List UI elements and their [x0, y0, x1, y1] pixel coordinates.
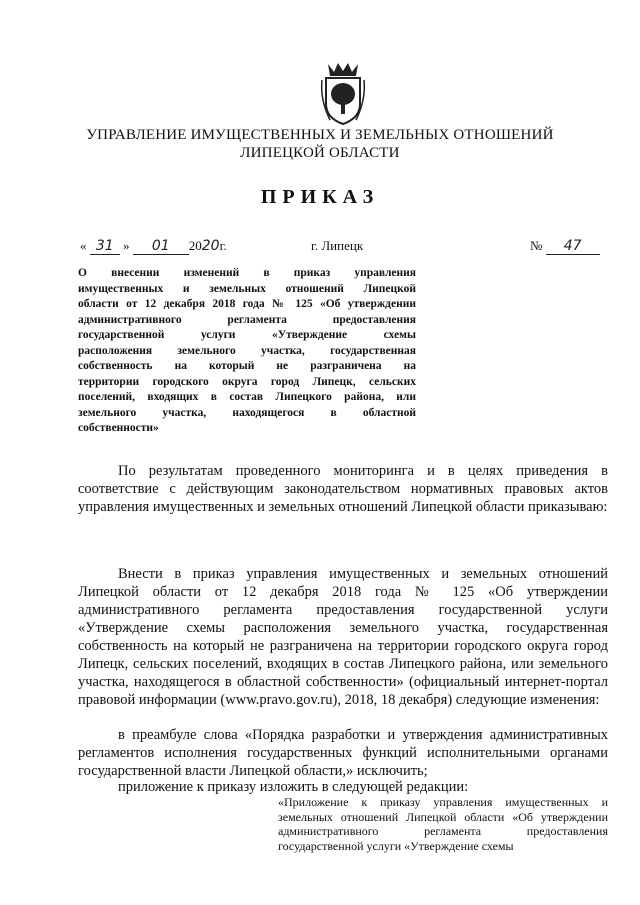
date-day: 31: [90, 238, 120, 255]
document-subject: [78, 266, 416, 437]
subject-line: собственности»: [78, 422, 159, 434]
subject-line: расположения земельного участка, государственная: [78, 344, 416, 357]
subject-line: собственность на который не разграничена на: [78, 360, 416, 372]
document-city: г. Липецк: [311, 238, 364, 253]
organization-region: ЛИПЕЦКОЙ ОБЛАСТИ: [240, 145, 400, 161]
subject-line: земельного участка, находящегося в областной: [78, 406, 416, 419]
amendment-paragraph: в преамбуле слова «Порядка разработки и утверждения административных регламентов исполнения государственных функций исполнительными органами государственной власти Липецкой области,» исключить;: [78, 727, 608, 779]
date-year-handwritten: 20: [201, 238, 220, 254]
subject-line: имущественных и земельных отношений Липецкой: [78, 282, 416, 295]
number-label: №: [530, 238, 543, 253]
preamble-paragraph: По результатам проведенного мониторинга и в целях приведения в соответствие с действующим законодательством нормативных правовых актов управления имущественных и земельных отношений Липецкой области приказываю:: [78, 463, 608, 515]
document-date: [80, 238, 227, 255]
coat-of-arms-emblem: [320, 60, 366, 126]
date-quote-open: «: [80, 238, 87, 253]
subject-line: О внесении изменений в приказ управления: [78, 267, 416, 279]
date-year-prefix: 20: [188, 238, 202, 253]
document-number: [530, 238, 600, 255]
subject-line: области от 12 декабря 2018 года № 125 «Об утверждении: [78, 298, 416, 310]
document-type-title: ПРИКАЗ: [260, 186, 380, 208]
number-value: 47: [546, 238, 600, 255]
organization-name: УПРАВЛЕНИЕ ИМУЩЕСТВЕННЫХ И ЗЕМЕЛЬНЫХ ОТНОШЕНИЙ: [86, 127, 554, 143]
date-quote-close: »: [123, 238, 130, 253]
subject-line: административного регламента предоставления: [78, 313, 416, 326]
subject-line: территории городского округа город Липецк, сельских: [78, 375, 416, 388]
date-month: 01: [133, 238, 189, 255]
appendix-quote: «Приложение к приказу управления имущественных и земельных отношений Липецкой области «Об утверждении административного регламента предоставления государственной услуги «Утверждение схемы: [278, 795, 608, 853]
appendix-paragraph: приложение к приказу изложить в следующей редакции:: [118, 779, 469, 795]
date-year-suffix: г.: [219, 238, 227, 253]
subject-line: поселений, входящих в состав Липецкого района, или: [78, 391, 416, 403]
order-paragraph: Внести в приказ управления имущественных и земельных отношений Липецкой области от 12 декабря 2018 года № 125 «Об утверждении административного регламента предоставления государственной услуги «Утверждение схемы расположения земельного участка, государственная собственность на который не разграничена на территории городского округа город Липецк, сельских поселений, входящих в состав Липецкого района, или земельного участка, находящегося в областной собственности» (официальный интернет-портал правовой информации (www.pravo.gov.ru), 2018, 18 декабря) следующие изменения:: [78, 566, 608, 708]
subject-line: государственной услуги «Утверждение схемы: [78, 329, 416, 341]
